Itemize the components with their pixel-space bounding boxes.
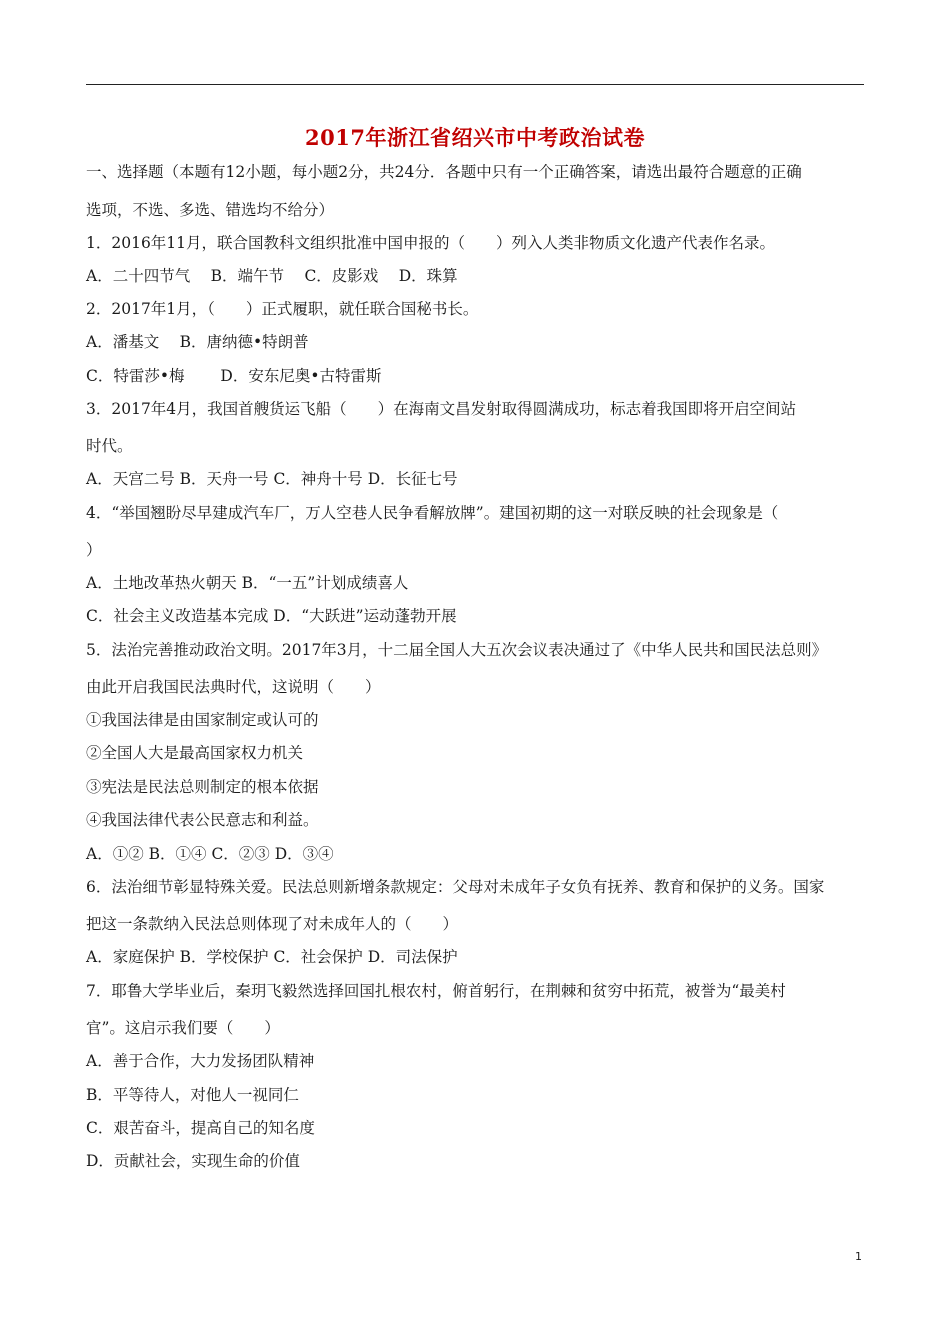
text-line: A．土地改革热火朝天 B．“一五”计划成绩喜人 xyxy=(86,574,409,592)
text-line: 把这一条款纳入民法总则体现了对未成年人的（ ） xyxy=(86,915,459,933)
text-line: B．平等待人，对他人一视同仁 xyxy=(86,1086,299,1104)
text-line: D．贡献社会，实现生命的价值 xyxy=(86,1152,300,1170)
text-line: ④我国法律代表公民意志和利益。 xyxy=(86,811,319,829)
text-line: 由此开启我国民法典时代，这说明（ ） xyxy=(86,678,381,696)
text-line: ） xyxy=(86,541,102,559)
text-line: 时代。 xyxy=(86,437,133,455)
text-line: 3．2017年4月，我国首艘货运飞船（ ）在海南文昌发射取得圆满成功，标志着我国即将开启空间站 xyxy=(86,400,797,418)
text-line: A．①② B．①④ C．②③ D．③④ xyxy=(86,845,334,863)
text-line: 7．耶鲁大学毕业后，秦玥飞毅然选择回国扎根农村，俯首躬行，在荆棘和贫穷中拓荒，被誉为“最美村 xyxy=(86,982,786,1000)
text-line: 6．法治细节彰显特殊关爱。民法总则新增条款规定：父母对未成年子女负有抚养、教育和保护的义务。国家 xyxy=(86,878,825,896)
text-line: A．善于合作，大力发扬团队精神 xyxy=(86,1052,315,1070)
text-line: 选项，不选、多选、错选均不给分） xyxy=(86,201,335,219)
text-line: A．潘基文 B．唐纳德•特朗普 xyxy=(86,333,309,351)
page-title: 2017年浙江省绍兴市中考政治试卷 xyxy=(305,125,645,150)
text-line: 2．2017年1月，（ ）正式履职，就任联合国秘书长。 xyxy=(86,300,479,318)
text-line: C．特雷莎•梅 D．安东尼奥•古特雷斯 xyxy=(86,367,382,385)
header-rule xyxy=(86,84,864,85)
text-line: 1．2016年11月，联合国教科文组织批准中国申报的（ ）列入人类非物质文化遗产代表作名录。 xyxy=(86,234,776,252)
text-line: 一、选择题（本题有12小题，每小题2分，共24分．各题中只有一个正确答案，请选出最符合题意的正确 xyxy=(86,163,802,181)
text-line: C．社会主义改造基本完成 D．“大跃进”运动蓬勃开展 xyxy=(86,607,457,625)
text-line: A．家庭保护 B．学校保护 C．社会保护 D．司法保护 xyxy=(86,948,458,966)
text-line: ①我国法律是由国家制定或认可的 xyxy=(86,711,319,729)
text-line: ③宪法是民法总则制定的根本依据 xyxy=(86,778,319,796)
page-number: 1 xyxy=(855,1250,862,1263)
text-line: ②全国人大是最高国家权力机关 xyxy=(86,744,304,762)
text-line: 官”。这启示我们要（ ） xyxy=(86,1019,280,1037)
text-line: 4．“举国翘盼尽早建成汽车厂，万人空巷人民争看解放牌”。建国初期的这一对联反映的社会现象是（ xyxy=(86,504,779,522)
text-line: C．艰苦奋斗，提高自己的知名度 xyxy=(86,1119,315,1137)
text-line: A．天宫二号 B．天舟一号 C．神舟十号 D．长征七号 xyxy=(86,470,458,488)
text-line: 5．法治完善推动政治文明。2017年3月，十二届全国人大五次会议表决通过了《中华人民共和国民法总则》 xyxy=(86,641,828,659)
text-line: A．二十四节气 B．端午节 C．皮影戏 D．珠算 xyxy=(86,267,458,285)
